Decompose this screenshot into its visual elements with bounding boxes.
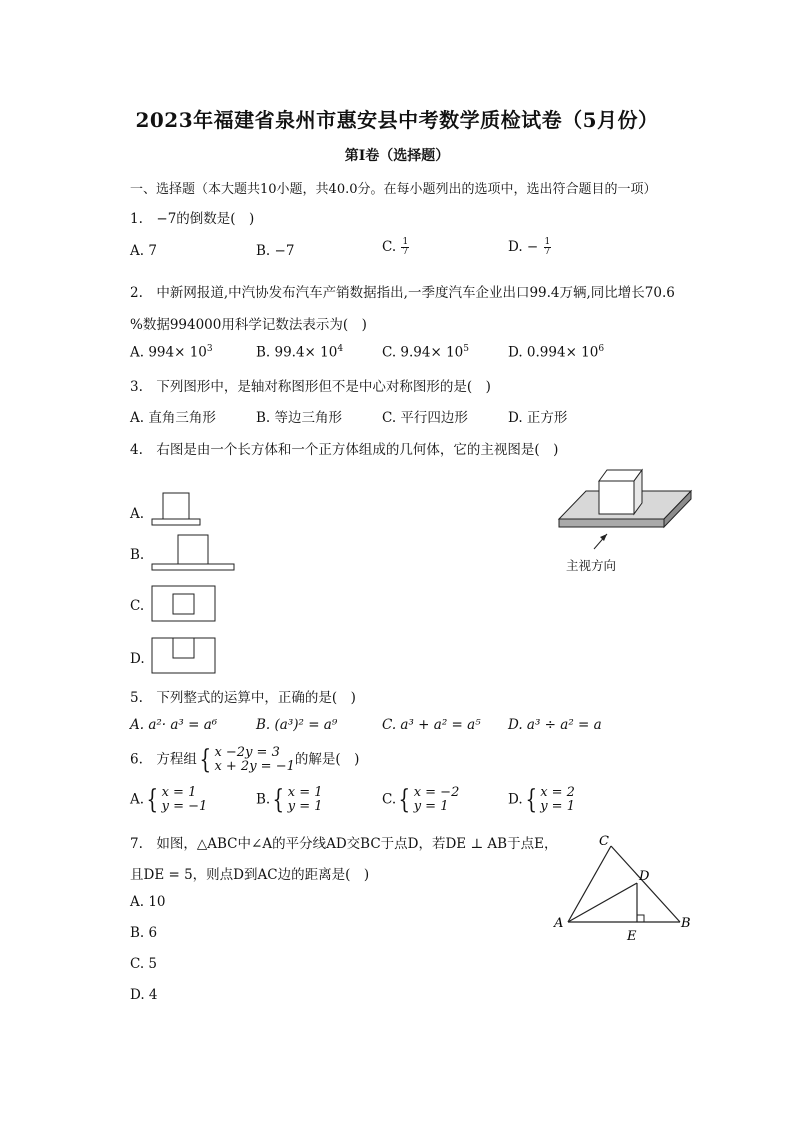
point-d-label: D [639,869,650,884]
q2-stem-line1: 2. 中新网报道,中汽协发布汽车产销数据指出,一季度汽车企业出口99.4万辆,同比增长70.6 [130,285,675,301]
q4-option-a-figure [150,492,202,528]
q6-option-d [508,786,575,814]
q1-option-c [382,238,410,257]
q3-stem: 3. 下列图形中，是轴对称图形但不是中心对称图形的是( ) [130,379,491,395]
q2-a-base: A. 994× 10 [130,344,207,361]
q4-option-c: C. [130,598,145,614]
q6-c-line2: y = 1 [413,799,449,814]
q3-option-a: A. 直角三角形 [130,410,216,426]
q2-option-c [382,344,469,361]
q4a-cube [163,493,189,519]
point-a-label: A [554,916,564,931]
q1-option-b: B. −7 [256,243,295,259]
q4-option-a: A. [130,506,145,522]
q6-b-label: B. [256,791,271,808]
q4-option-d-figure [150,636,218,676]
q6-option-a [130,786,207,814]
q2-option-a [130,344,213,361]
cube-front [599,481,634,514]
part-subtitle: 第Ⅰ卷（选择题） [344,148,450,164]
q6-b-system [288,786,323,814]
q6-option-c [382,786,459,814]
q3-option-c: C. 平行四边形 [382,410,468,426]
q1-option-d [508,238,552,257]
section-heading: 一、选择题（本大题共10小题，共40.0分。在每小题列出的选项中，选出符合题目的一项） [130,182,657,197]
q1-stem: 1. −7的倒数是( ) [130,211,255,227]
q2-stem-line2: %数据994000用科学记数法表示为( ) [130,317,367,333]
q6-d-line2: y = 1 [540,799,575,814]
point-b-label: B [681,916,691,931]
right-angle-mark [637,915,644,922]
q2-c-base: C. 9.94× 10 [382,344,464,361]
q1-option-c-label: C. [382,239,397,255]
q1-c-numerator: 1 [402,237,409,247]
q6-stem [130,746,359,774]
q4-option-b: B. [130,547,145,563]
q2-d-base: D. 0.994× 10 [508,344,599,361]
q7-stem-line2: 且DE = 5，则点D到AC边的距离是( ) [130,867,370,883]
q6-a-line2: y = −1 [161,799,208,814]
q4b-base [152,564,234,570]
q6-brace: { [199,745,211,775]
q1-c-denominator: 7 [402,247,409,257]
q6-a-brace: { [146,785,159,815]
q5-option-c: C. a³ + a² = a⁵ [382,717,481,733]
page-title: 2023年福建省泉州市惠安县中考数学质检试卷（5月份） [135,108,659,132]
q4-option-d: D. [130,651,145,667]
q6-d-label: D. [508,791,523,808]
q7-option-d: D. 4 [130,987,158,1003]
q6-d-brace: { [525,785,537,815]
q5-option-a: A. a²· a³ = a⁶ [130,717,218,733]
q7-triangle-figure [550,830,700,945]
q2-b-base: B. 99.4× 10 [256,344,338,361]
slab-front [559,519,664,527]
q5-option-d: D. a³ ÷ a² = a [508,717,602,733]
q1-option-a: A. 7 [130,243,157,259]
q6-a-line1: x = 1 [161,785,197,800]
side-ac [568,846,611,922]
q6-a-system [162,786,208,814]
q2-option-d [508,344,604,361]
q7-stem-line1: 7. 如图，△ABC中∠A的平分线AD交BC于点D，若DE ⊥ AB于点E， [130,836,558,852]
view-arrow-head [600,534,607,541]
q5-stem: 5. 下列整式的运算中，正确的是( ) [130,690,356,706]
q7-option-c: C. 5 [130,956,158,972]
q4-option-b-figure [150,534,236,572]
q2-option-b [256,344,343,361]
q2-c-exponent: 5 [463,344,470,354]
q6-b-brace: { [272,785,285,815]
q3-option-d: D. 正方形 [508,410,568,426]
view-direction-label: 主视方向 [566,558,617,573]
q7-option-b: B. 6 [130,925,158,941]
q6-b-line1: x = 1 [287,785,323,800]
q6-c-label: C. [382,791,397,808]
q6-eq1: x −2y = 3 [214,745,280,760]
q1-d-numerator: 1 [544,237,551,247]
q6-stem-suffix: 的解是( ) [294,751,360,768]
q6-b-line2: y = 1 [287,799,323,814]
q1-option-d-fraction [544,238,552,257]
q6-c-brace: { [398,785,411,815]
q1-option-c-fraction [401,238,409,257]
q6-d-line1: x = 2 [540,785,575,800]
q4-solid-figure [555,462,695,552]
q4-stem: 4. 右图是由一个长方体和一个正方体组成的几何体，它的主视图是( ) [130,442,559,458]
q6-c-system [414,786,460,814]
q1-d-denominator: 7 [544,247,551,257]
q2-d-exponent: 6 [598,344,605,354]
q3-option-b: B. 等边三角形 [256,410,343,426]
q6-stem-prefix: 6. 方程组 [130,751,197,768]
q4d-inner-square [173,638,194,658]
q6-system [214,746,294,774]
q6-eq2: x + 2y = −1 [214,759,295,774]
q6-a-label: A. [130,791,145,808]
q6-d-system [540,786,575,814]
q6-c-line1: x = −2 [413,785,460,800]
q4a-base [152,519,200,525]
q6-option-b [256,786,323,814]
q5-option-b: B. (a³)² = a⁹ [256,717,338,733]
q2-a-exponent: 3 [206,344,213,354]
side-cb [611,846,680,922]
q4c-inner-square [173,594,194,614]
q4b-cube [178,535,208,564]
q7-option-a: A. 10 [130,894,166,910]
point-c-label: C [599,834,609,849]
q2-b-exponent: 4 [337,344,344,354]
q1-option-d-label: D. − [508,239,539,255]
q4-option-c-figure [150,584,218,624]
point-e-label: E [627,929,637,944]
